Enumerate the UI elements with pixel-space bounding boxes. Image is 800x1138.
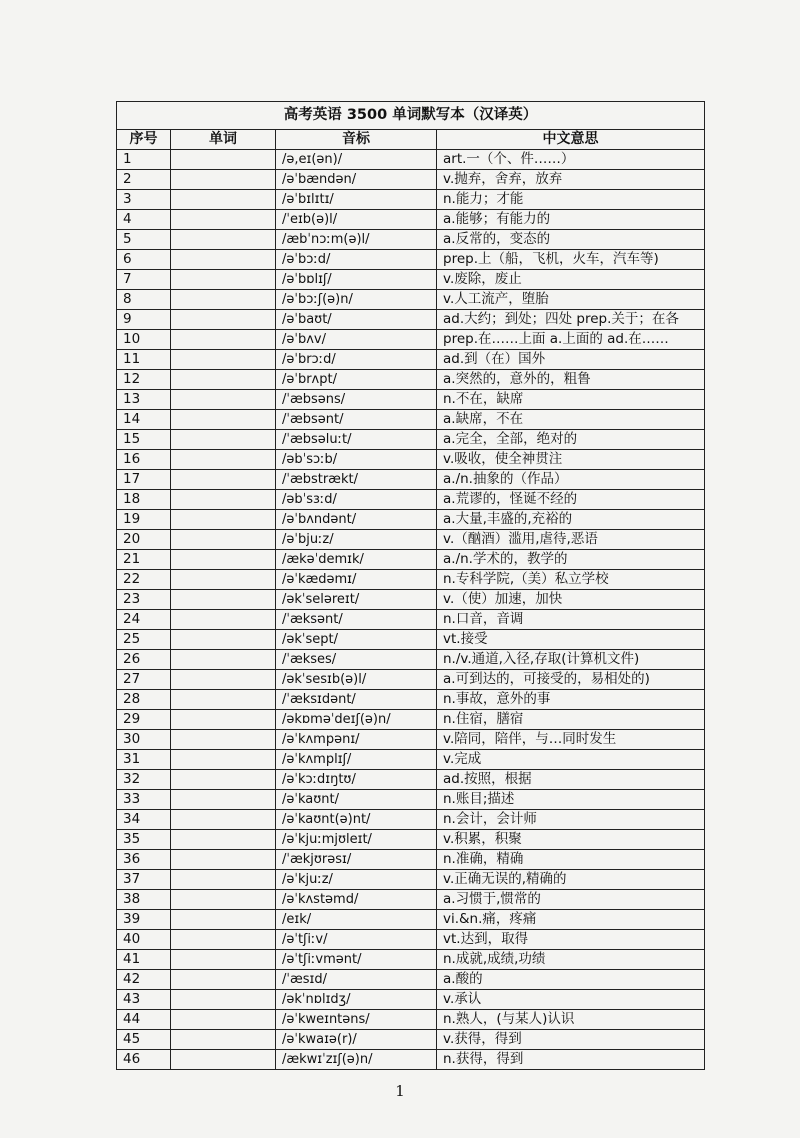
word-blank-cell[interactable] (171, 530, 276, 550)
word-blank-cell[interactable] (171, 950, 276, 970)
phonetic-cell: /ˈæbsəns/ (276, 390, 437, 410)
phonetic-cell: /ə,eɪ(ən)/ (276, 150, 437, 170)
phonetic-cell: /əˈkjuːmjʊleɪt/ (276, 830, 437, 850)
header-word: 单词 (171, 130, 276, 150)
row-index: 44 (117, 1010, 171, 1030)
meaning-cell: vt.达到，取得 (437, 930, 705, 950)
phonetic-cell: /æbˈnɔːm(ə)l/ (276, 230, 437, 250)
row-index: 1 (117, 150, 171, 170)
row-index: 7 (117, 270, 171, 290)
phonetic-cell: /əˈkʌstəmd/ (276, 890, 437, 910)
row-index: 31 (117, 750, 171, 770)
row-index: 33 (117, 790, 171, 810)
meaning-cell: a./n.学术的，教学的 (437, 550, 705, 570)
table-title: 高考英语 3500 单词默写本（汉译英） (117, 102, 705, 130)
phonetic-cell: /ˈæbsəluːt/ (276, 430, 437, 450)
word-blank-cell[interactable] (171, 910, 276, 930)
word-blank-cell[interactable] (171, 750, 276, 770)
word-blank-cell[interactable] (171, 930, 276, 950)
meaning-cell: v.人工流产，堕胎 (437, 290, 705, 310)
table-row (117, 610, 705, 630)
word-blank-cell[interactable] (171, 450, 276, 470)
row-index: 9 (117, 310, 171, 330)
word-blank-cell[interactable] (171, 730, 276, 750)
phonetic-cell: /ˈæsɪd/ (276, 970, 437, 990)
phonetic-cell: /əˈbʌndənt/ (276, 510, 437, 530)
row-index: 35 (117, 830, 171, 850)
table-row (117, 1030, 705, 1050)
phonetic-cell: /əbˈsɔːb/ (276, 450, 437, 470)
word-blank-cell[interactable] (171, 490, 276, 510)
row-index: 25 (117, 630, 171, 650)
meaning-cell: a.大量,丰盛的,充裕的 (437, 510, 705, 530)
meaning-cell: v.陪同，陪伴，与…同时发生 (437, 730, 705, 750)
word-blank-cell[interactable] (171, 970, 276, 990)
header-phonetic: 音标 (276, 130, 437, 150)
vocabulary-rows (117, 150, 705, 1070)
meaning-cell: v.（酗酒）滥用,虐待,恶语 (437, 530, 705, 550)
table-row (117, 990, 705, 1010)
row-index: 39 (117, 910, 171, 930)
word-blank-cell[interactable] (171, 210, 276, 230)
word-blank-cell[interactable] (171, 650, 276, 670)
word-blank-cell[interactable] (171, 230, 276, 250)
phonetic-cell: /əˈbrʌpt/ (276, 370, 437, 390)
phonetic-cell: /ˈeɪb(ə)l/ (276, 210, 437, 230)
table-row (117, 230, 705, 250)
word-blank-cell[interactable] (171, 770, 276, 790)
table-row (117, 870, 705, 890)
table-row (117, 190, 705, 210)
word-blank-cell[interactable] (171, 270, 276, 290)
row-index: 37 (117, 870, 171, 890)
meaning-cell: v.正确无误的,精确的 (437, 870, 705, 890)
row-index: 5 (117, 230, 171, 250)
meaning-cell: v.积累，积聚 (437, 830, 705, 850)
meaning-cell: v.完成 (437, 750, 705, 770)
meaning-cell: v.废除，废止 (437, 270, 705, 290)
word-blank-cell[interactable] (171, 790, 276, 810)
meaning-cell: prep.上（船，飞机，火车，汽车等) (437, 250, 705, 270)
word-blank-cell[interactable] (171, 830, 276, 850)
meaning-cell: n.专科学院,（美）私立学校 (437, 570, 705, 590)
row-index: 28 (117, 690, 171, 710)
phonetic-cell: /əˈbaʊt/ (276, 310, 437, 330)
table-row (117, 690, 705, 710)
row-index: 10 (117, 330, 171, 350)
phonetic-cell: /əˈkwaɪə(r)/ (276, 1030, 437, 1050)
row-index: 26 (117, 650, 171, 670)
table-row (117, 630, 705, 650)
table-row (117, 830, 705, 850)
meaning-cell: n.准确，精确 (437, 850, 705, 870)
meaning-cell: a./n.抽象的（作品） (437, 470, 705, 490)
phonetic-cell: /əˈkaʊnt(ə)nt/ (276, 810, 437, 830)
row-index: 29 (117, 710, 171, 730)
row-index: 21 (117, 550, 171, 570)
phonetic-cell: /ækəˈdemɪk/ (276, 550, 437, 570)
meaning-cell: a.突然的，意外的，粗鲁 (437, 370, 705, 390)
phonetic-cell: /əˈtʃiːv/ (276, 930, 437, 950)
row-index: 14 (117, 410, 171, 430)
meaning-cell: vt.接受 (437, 630, 705, 650)
table-row (117, 850, 705, 870)
meaning-cell: v.吸收，使全神贯注 (437, 450, 705, 470)
table-row (117, 470, 705, 490)
phonetic-cell: /ˈæksənt/ (276, 610, 437, 630)
table-row (117, 550, 705, 570)
table-row (117, 290, 705, 310)
table-row (117, 670, 705, 690)
word-blank-cell[interactable] (171, 290, 276, 310)
phonetic-cell: /əˈkjuːz/ (276, 870, 437, 890)
phonetic-cell: /əˈkʌmplɪʃ/ (276, 750, 437, 770)
word-blank-cell[interactable] (171, 590, 276, 610)
table-row (117, 950, 705, 970)
table-row (117, 930, 705, 950)
meaning-cell: art.一（个、件……） (437, 150, 705, 170)
meaning-cell: n.不在，缺席 (437, 390, 705, 410)
table-row (117, 1050, 705, 1070)
word-blank-cell[interactable] (171, 390, 276, 410)
table-row (117, 510, 705, 530)
meaning-cell: n.能力；才能 (437, 190, 705, 210)
row-index: 46 (117, 1050, 171, 1070)
meaning-cell: ad.大约；到处；四处 prep.关于；在各 (437, 310, 705, 330)
row-index: 19 (117, 510, 171, 530)
phonetic-cell: /əˈbændən/ (276, 170, 437, 190)
table-row (117, 790, 705, 810)
word-blank-cell[interactable] (171, 190, 276, 210)
phonetic-cell: /əˈbrɔːd/ (276, 350, 437, 370)
row-index: 32 (117, 770, 171, 790)
phonetic-cell: /əkɒməˈdeɪʃ(ə)n/ (276, 710, 437, 730)
row-index: 38 (117, 890, 171, 910)
row-index: 8 (117, 290, 171, 310)
phonetic-cell: /əˈkweɪntəns/ (276, 1010, 437, 1030)
row-index: 40 (117, 930, 171, 950)
table-row (117, 210, 705, 230)
row-index: 18 (117, 490, 171, 510)
phonetic-cell: /eɪk/ (276, 910, 437, 930)
row-index: 30 (117, 730, 171, 750)
table-row (117, 970, 705, 990)
meaning-cell: n.成就,成绩,功绩 (437, 950, 705, 970)
phonetic-cell: /əˈbɔːʃ(ə)n/ (276, 290, 437, 310)
row-index: 17 (117, 470, 171, 490)
meaning-cell: a.缺席，不在 (437, 410, 705, 430)
word-blank-cell[interactable] (171, 470, 276, 490)
table-row (117, 250, 705, 270)
meaning-cell: a.荒谬的，怪诞不经的 (437, 490, 705, 510)
meaning-cell: ad.到（在）国外 (437, 350, 705, 370)
word-blank-cell[interactable] (171, 170, 276, 190)
phonetic-cell: /əˈtʃiːvmənt/ (276, 950, 437, 970)
word-blank-cell[interactable] (171, 370, 276, 390)
phonetic-cell: /əkˈsesɪb(ə)l/ (276, 670, 437, 690)
table-row (117, 530, 705, 550)
row-index: 24 (117, 610, 171, 630)
word-blank-cell[interactable] (171, 1050, 276, 1070)
table-row (117, 570, 705, 590)
table-row (117, 750, 705, 770)
meaning-cell: ad.按照，根据 (437, 770, 705, 790)
word-blank-cell[interactable] (171, 1030, 276, 1050)
phonetic-cell: /əˈkʌmpənɪ/ (276, 730, 437, 750)
meaning-cell: n.账目;描述 (437, 790, 705, 810)
phonetic-cell: /əˈbɔːd/ (276, 250, 437, 270)
table-row (117, 270, 705, 290)
word-blank-cell[interactable] (171, 570, 276, 590)
word-blank-cell[interactable] (171, 330, 276, 350)
row-index: 13 (117, 390, 171, 410)
table-row (117, 310, 705, 330)
meaning-cell: vi.&n.痛，疼痛 (437, 910, 705, 930)
meaning-cell: a.完全，全部，绝对的 (437, 430, 705, 450)
meaning-cell: n.获得，得到 (437, 1050, 705, 1070)
phonetic-cell: /əˈbɪlɪtɪ/ (276, 190, 437, 210)
phonetic-cell: /ˈæksɪdənt/ (276, 690, 437, 710)
word-blank-cell[interactable] (171, 430, 276, 450)
word-blank-cell[interactable] (171, 610, 276, 630)
phonetic-cell: /əˈbʌv/ (276, 330, 437, 350)
table-row (117, 450, 705, 470)
word-blank-cell[interactable] (171, 670, 276, 690)
word-blank-cell[interactable] (171, 150, 276, 170)
meaning-cell: n.住宿，膳宿 (437, 710, 705, 730)
word-blank-cell[interactable] (171, 690, 276, 710)
word-blank-cell[interactable] (171, 850, 276, 870)
phonetic-cell: /ækwɪˈzɪʃ(ə)n/ (276, 1050, 437, 1070)
table-row (117, 1010, 705, 1030)
word-blank-cell[interactable] (171, 710, 276, 730)
table-row (117, 710, 705, 730)
word-blank-cell[interactable] (171, 410, 276, 430)
phonetic-cell: /əˈkaʊnt/ (276, 790, 437, 810)
table-row (117, 810, 705, 830)
word-blank-cell[interactable] (171, 810, 276, 830)
table-row (117, 730, 705, 750)
meaning-cell: v.获得，得到 (437, 1030, 705, 1050)
row-index: 11 (117, 350, 171, 370)
table-row (117, 350, 705, 370)
meaning-cell: a.酸的 (437, 970, 705, 990)
row-index: 3 (117, 190, 171, 210)
table-title-row (117, 102, 705, 130)
table-row (117, 170, 705, 190)
meaning-cell: n.口音，音调 (437, 610, 705, 630)
table-row (117, 150, 705, 170)
page-number: 1 (395, 1082, 405, 1100)
phonetic-cell: /əˈkædəmɪ/ (276, 570, 437, 590)
meaning-cell: n.会计，会计师 (437, 810, 705, 830)
meaning-cell: v.（使）加速，加快 (437, 590, 705, 610)
phonetic-cell: /əˈkɔːdɪŋtʊ/ (276, 770, 437, 790)
phonetic-cell: /ˈæbsənt/ (276, 410, 437, 430)
meaning-cell: n.事故，意外的事 (437, 690, 705, 710)
row-index: 42 (117, 970, 171, 990)
row-index: 22 (117, 570, 171, 590)
row-index: 43 (117, 990, 171, 1010)
table-row (117, 330, 705, 350)
word-blank-cell[interactable] (171, 510, 276, 530)
table-row (117, 770, 705, 790)
row-index: 12 (117, 370, 171, 390)
word-blank-cell[interactable] (171, 890, 276, 910)
column-header-row (117, 130, 705, 150)
meaning-cell: v.承认 (437, 990, 705, 1010)
phonetic-cell: /əkˈseləreɪt/ (276, 590, 437, 610)
header-index: 序号 (117, 130, 171, 150)
word-blank-cell[interactable] (171, 870, 276, 890)
phonetic-cell: /əbˈsɜːd/ (276, 490, 437, 510)
table-row (117, 390, 705, 410)
row-index: 36 (117, 850, 171, 870)
table-row (117, 650, 705, 670)
row-index: 6 (117, 250, 171, 270)
meaning-cell: n.熟人，(与某人)认识 (437, 1010, 705, 1030)
meaning-cell: a.习惯于,惯常的 (437, 890, 705, 910)
word-blank-cell[interactable] (171, 250, 276, 270)
table-row (117, 890, 705, 910)
word-blank-cell[interactable] (171, 350, 276, 370)
word-blank-cell[interactable] (171, 550, 276, 570)
table-row (117, 430, 705, 450)
phonetic-cell: /əkˈsept/ (276, 630, 437, 650)
table-row (117, 410, 705, 430)
row-index: 41 (117, 950, 171, 970)
word-blank-cell[interactable] (171, 1010, 276, 1030)
phonetic-cell: /ˈækses/ (276, 650, 437, 670)
phonetic-cell: /əˈbɒlɪʃ/ (276, 270, 437, 290)
phonetic-cell: /əˈbjuːz/ (276, 530, 437, 550)
word-blank-cell[interactable] (171, 630, 276, 650)
row-index: 15 (117, 430, 171, 450)
table-row (117, 910, 705, 930)
table-row (117, 590, 705, 610)
row-index: 45 (117, 1030, 171, 1050)
row-index: 23 (117, 590, 171, 610)
vocabulary-table (116, 101, 705, 1070)
table-row (117, 370, 705, 390)
meaning-cell: prep.在……上面 a.上面的 ad.在…… (437, 330, 705, 350)
header-meaning: 中文意思 (437, 130, 705, 150)
word-blank-cell[interactable] (171, 310, 276, 330)
meaning-cell: a.可到达的，可接受的，易相处的) (437, 670, 705, 690)
row-index: 34 (117, 810, 171, 830)
phonetic-cell: /ˈækjʊrəsɪ/ (276, 850, 437, 870)
meaning-cell: n./v.通道,入径,存取(计算机文件) (437, 650, 705, 670)
row-index: 20 (117, 530, 171, 550)
meaning-cell: v.抛弃，舍弃，放弃 (437, 170, 705, 190)
row-index: 27 (117, 670, 171, 690)
table-row (117, 490, 705, 510)
phonetic-cell: /ˈæbstrækt/ (276, 470, 437, 490)
row-index: 16 (117, 450, 171, 470)
row-index: 4 (117, 210, 171, 230)
row-index: 2 (117, 170, 171, 190)
phonetic-cell: /əkˈnɒlɪdʒ/ (276, 990, 437, 1010)
meaning-cell: a.反常的，变态的 (437, 230, 705, 250)
meaning-cell: a.能够；有能力的 (437, 210, 705, 230)
word-blank-cell[interactable] (171, 990, 276, 1010)
